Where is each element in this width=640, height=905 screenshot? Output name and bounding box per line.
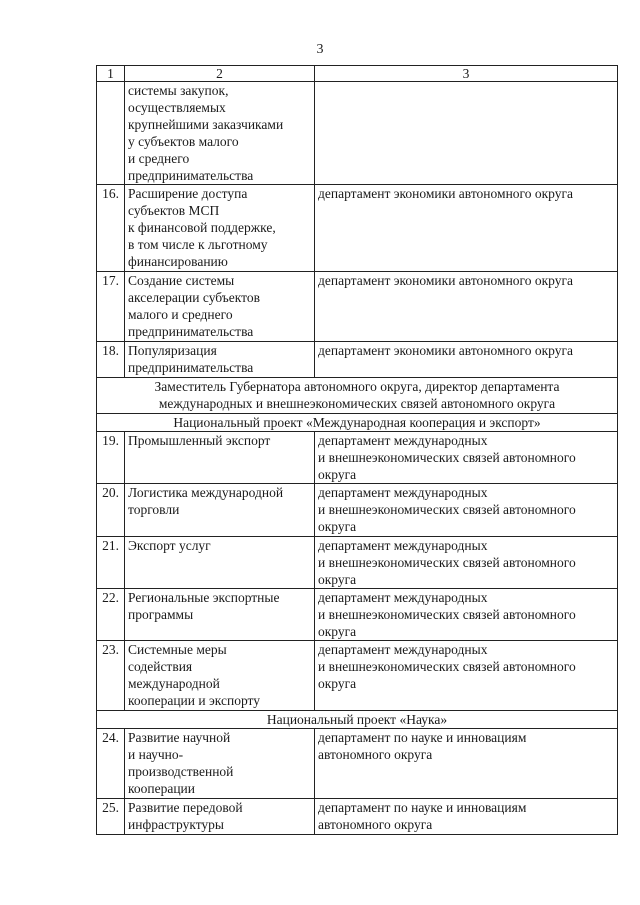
table-row xyxy=(97,729,618,799)
project-name: Системные меры содействия международной кооперации и экспорту xyxy=(125,641,315,711)
project-name: Расширение доступа субъектов МСП к финансовой поддержке, в том числе к льготному финансированию xyxy=(125,185,315,272)
row-number: 25. xyxy=(97,799,125,835)
responsible-body: департамент международных и внешнеэкономических связей автономного округа xyxy=(315,589,618,641)
project-name: Экспорт услуг xyxy=(125,537,315,589)
table-row xyxy=(97,432,618,484)
section-row-science xyxy=(97,711,618,729)
table-row xyxy=(97,185,618,272)
table-row xyxy=(97,799,618,835)
responsible-body: департамент по науке и инновациям автономного округа xyxy=(315,729,618,799)
row-number xyxy=(97,82,125,185)
page-number: 3 xyxy=(316,42,324,57)
section-title-science: Национальный проект «Наука» xyxy=(97,711,618,729)
header-col-1: 1 xyxy=(97,66,125,82)
project-name: Промышленный экспорт xyxy=(125,432,315,484)
project-name: Популяризация предпринимательства xyxy=(125,342,315,378)
projects-table xyxy=(96,65,618,835)
section-row-deputy xyxy=(97,378,618,414)
responsible-body: департамент по науке и инновациям автономного округа xyxy=(315,799,618,835)
responsible-body: департамент международных и внешнеэкономических связей автономного округа xyxy=(315,484,618,537)
row-number: 18. xyxy=(97,342,125,378)
responsible-body xyxy=(315,82,618,185)
row-number: 16. xyxy=(97,185,125,272)
row-number: 22. xyxy=(97,589,125,641)
project-name: Создание системы акселерации субъектов малого и среднего предпринимательства xyxy=(125,272,315,342)
row-number: 17. xyxy=(97,272,125,342)
project-name: Развитие передовой инфраструктуры xyxy=(125,799,315,835)
row-number: 20. xyxy=(97,484,125,537)
responsible-body: департамент международных и внешнеэкономических связей автономного округа xyxy=(315,537,618,589)
table-row xyxy=(97,589,618,641)
responsible-body: департамент экономики автономного округа xyxy=(315,272,618,342)
section-row-export xyxy=(97,414,618,432)
project-name: Развитие научной и научно- производственной кооперации xyxy=(125,729,315,799)
responsible-body: департамент экономики автономного округа xyxy=(315,342,618,378)
table-row xyxy=(97,82,618,185)
row-number: 23. xyxy=(97,641,125,711)
header-col-2: 2 xyxy=(125,66,315,82)
section-title-deputy: Заместитель Губернатора автономного округа, директор департамента международных и внешнеэкономических связей автономного округа xyxy=(97,378,618,414)
table-row xyxy=(97,641,618,711)
row-number: 21. xyxy=(97,537,125,589)
table-header-row xyxy=(97,66,618,82)
responsible-body: департамент международных и внешнеэкономических связей автономного округа xyxy=(315,432,618,484)
table-row xyxy=(97,272,618,342)
table-row xyxy=(97,537,618,589)
responsible-body: департамент экономики автономного округа xyxy=(315,185,618,272)
table-row xyxy=(97,484,618,537)
row-number: 24. xyxy=(97,729,125,799)
project-name: Региональные экспортные программы xyxy=(125,589,315,641)
project-name: Логистика международной торговли xyxy=(125,484,315,537)
section-title-export: Национальный проект «Международная кооперация и экспорт» xyxy=(97,414,618,432)
row-number: 19. xyxy=(97,432,125,484)
header-col-3: 3 xyxy=(315,66,618,82)
responsible-body: департамент международных и внешнеэкономических связей автономного округа xyxy=(315,641,618,711)
table-row xyxy=(97,342,618,378)
project-name: системы закупок, осуществляемых крупнейшими заказчиками у субъектов малого и среднего предпринимательства xyxy=(125,82,315,185)
